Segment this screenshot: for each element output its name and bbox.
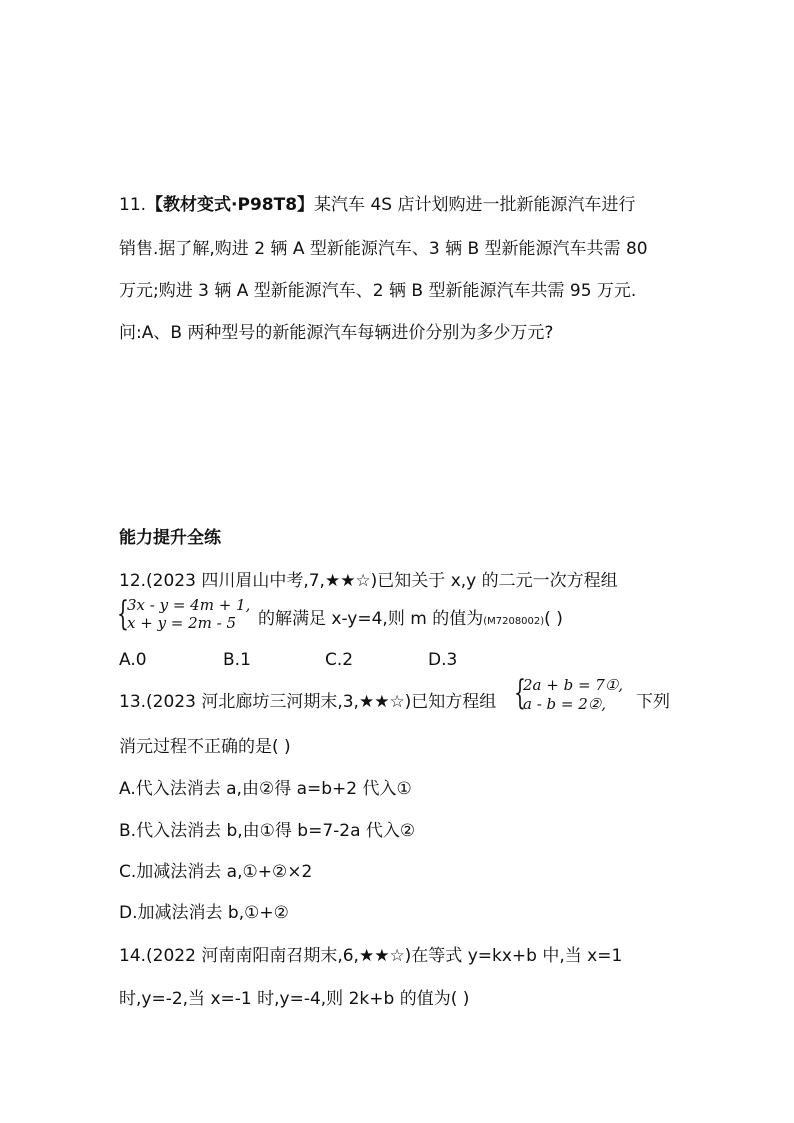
- q11-line-2: 销售.据了解,购进 2 辆 A 型新能源汽车、3 辆 B 型新能源汽车共需 80: [119, 239, 648, 259]
- q12-answer-paren: ( ): [544, 609, 563, 629]
- q13-equation-1: 2a + b = 7①,: [523, 676, 624, 694]
- q12-stem: 12.(2023 四川眉山中考,7,★★☆)已知关于 x,y 的二元一次方程组: [119, 571, 618, 591]
- q12-option-b: B.1: [223, 650, 251, 670]
- q12-equation-2: x + y = 2m - 5: [127, 614, 237, 632]
- q12-code: (M7208002): [483, 616, 545, 627]
- q12-brace: {: [117, 594, 129, 634]
- q11-line-4: 问:A、B 两种型号的新能源汽车每辆进价分别为多少万元?: [119, 323, 554, 343]
- q14-line-2: 时,y=-2,当 x=-1 时,y=-4,则 2k+b 的值为( ): [119, 989, 470, 1009]
- q13-option-d: D.加减法消去 b,①+②: [119, 903, 289, 923]
- q11-text-1: 某汽车 4S 店计划购进一批新能源汽车进行: [314, 195, 636, 215]
- q13-line-2: 消元过程不正确的是( ): [119, 737, 291, 757]
- q11-number: 11.: [119, 195, 147, 215]
- q13-option-a: A.代入法消去 a,由②得 a=b+2 代入①: [119, 779, 412, 799]
- q12-option-d: D.3: [428, 650, 458, 670]
- q13-option-b: B.代入法消去 b,由①得 b=7-2a 代入②: [119, 821, 416, 841]
- section-title: 能力提升全练: [119, 528, 221, 548]
- q14-line-1: 14.(2022 河南南阳南召期末,6,★★☆)在等式 y=kx+b 中,当 x=1: [119, 946, 623, 966]
- q11-line-3: 万元;购进 3 辆 A 型新能源汽车、2 辆 B 型新能源汽车共需 95 万元.: [119, 281, 637, 301]
- q13-option-c: C.加减法消去 a,①+②×2: [119, 862, 313, 882]
- q13-brace: {: [514, 673, 526, 713]
- q13-stem: 13.(2023 河北廊坊三河期末,3,★★☆)已知方程组: [119, 692, 497, 712]
- q12-option-a: A.0: [119, 650, 147, 670]
- q12-equation-1: 3x - y = 4m + 1,: [127, 596, 251, 614]
- q12-option-c: C.2: [325, 650, 354, 670]
- q13-equation-2: a - b = 2②,: [523, 695, 607, 713]
- q13-stem-end: 下列: [636, 692, 670, 712]
- q11-source-tag: 【教材变式·P98T8】: [146, 195, 315, 215]
- q12-condition-text: 的解满足 x-y=4,则 m 的值为: [258, 609, 484, 629]
- q11-line-1: [119, 190, 635, 215]
- q12-condition: [258, 604, 563, 629]
